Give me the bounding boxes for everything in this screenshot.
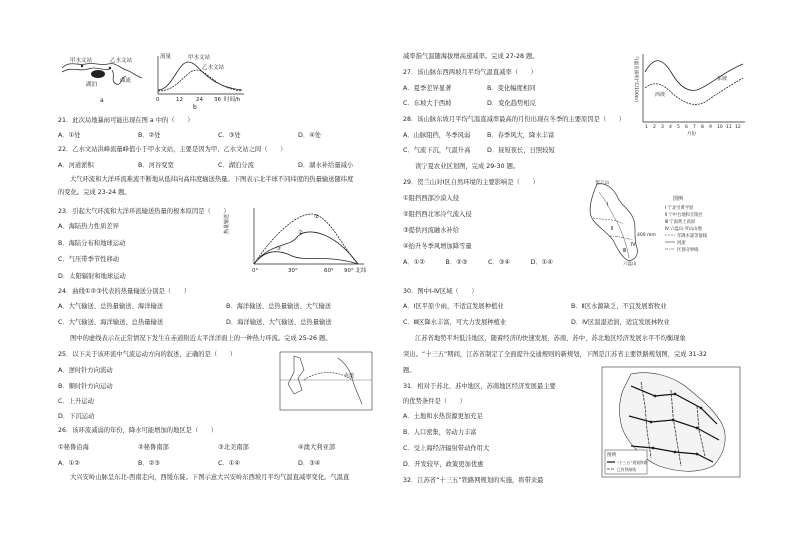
river-map-figure <box>60 52 144 106</box>
q27-option-d[interactable]: D．变化趋势相反 <box>487 100 536 107</box>
q29-item-3: ③提供河流融水补给 <box>403 227 460 234</box>
river-map-svg <box>60 52 144 106</box>
q25-option-d[interactable]: D．下沉运动 <box>58 413 95 420</box>
flow-caption-b: b <box>193 104 197 111</box>
lapse-ylabel: 气温直减率(°C/100m) <box>633 56 638 102</box>
item-2: ②秘鲁南部 <box>138 444 169 451</box>
option-a[interactable]: A．①处 <box>58 132 81 139</box>
option-b[interactable]: B．②③ <box>138 460 160 467</box>
q25-option-a[interactable]: A．逆时针方向流动 <box>58 367 113 374</box>
q24-option-a[interactable]: A．大气输送、总热量输送、海洋输送 <box>58 303 164 310</box>
question-26: 26．该环流减弱的年份，降水可能增加的地区是（ ） <box>58 427 218 434</box>
flow-chart-figure <box>152 50 248 108</box>
lapse-xtick: 9 <box>709 125 712 130</box>
map-label-meander: 曲流 <box>120 78 132 84</box>
flow-series-b: 乙水文站 <box>202 65 225 71</box>
heat-transport-svg <box>224 204 370 276</box>
intro-31-line1: 江苏省地势平坦低洼地区，随着经济的快速发展，苏南、苏中、苏北地区经济发展水平不均衡现象 <box>415 335 686 342</box>
q29-item-2: ②阻挡西北寒冷气流入侵 <box>403 211 472 218</box>
intro-31-line2: 突出。“十三五”期间，江苏省制定了全面提升交通规则的新规划，下图是江苏省主要铁路规划图，完成 31-32 <box>403 351 707 358</box>
lapse-xtick: 3 <box>661 125 664 130</box>
map-isohyet-label: 400 mm <box>637 233 656 238</box>
flow-xlabel: 时间/h <box>224 97 241 103</box>
option-b[interactable]: B．河谷变宽 <box>138 162 174 169</box>
flow-xtick: 24 <box>196 97 203 103</box>
q31-option-d[interactable]: D．开发较早，政策更加优惠 <box>403 461 484 468</box>
legend-item: 区划分界线 <box>677 248 699 253</box>
heat-transport-figure <box>224 204 370 276</box>
lapse-xtick: 11 <box>726 125 732 130</box>
jiangsu-rail-map-svg <box>601 366 741 478</box>
item-4: ④澳大利亚部 <box>298 444 336 451</box>
q23-option-d[interactable]: D．太阳辐射和地球运动 <box>58 273 126 280</box>
question-21: 21．此次局地暴雨可能出现在图 a 中的（ ） <box>58 117 194 124</box>
heat-marker: ③ <box>276 246 281 252</box>
option-d[interactable]: D．①④ <box>530 259 553 266</box>
rail-legend-item: “十三五”规划铁路 <box>617 460 648 465</box>
q29-item-4: ④抬升冬季风增加降雪量 <box>403 243 472 250</box>
map-label-helan: 贺兰山 <box>595 181 610 186</box>
q29-item-1: ①阻挡西部沙漠入侵 <box>403 195 460 202</box>
q23-option-b[interactable]: B．海陆分布和地球运动 <box>58 240 126 247</box>
lapse-rate-figure <box>631 50 749 136</box>
ningxia-map-figure <box>583 178 748 266</box>
option-d[interactable]: D．③④ <box>298 460 321 467</box>
q28-option-b[interactable]: B．春季风大，降水丰富 <box>487 132 555 139</box>
lapse-rate-svg <box>631 50 749 136</box>
map-region-4: Ⅳ <box>631 242 636 248</box>
walker-equator-label: 赤道 <box>344 373 355 379</box>
lapse-xtick: 12 <box>735 125 741 130</box>
ningxia-map-svg <box>583 178 748 266</box>
rail-legend-title: 图例 <box>607 453 616 458</box>
heat-xtick: 90° 北纬 <box>344 268 367 274</box>
lapse-series-west: 西坡 <box>655 92 666 98</box>
heat-ylabel: 热量输送 <box>224 213 230 234</box>
option-b[interactable]: B．②处 <box>138 132 161 139</box>
option-b[interactable]: B．②③ <box>445 259 468 266</box>
q24-option-b[interactable]: B．海洋输送、总热量输送、大气输送 <box>226 303 332 310</box>
q28-option-c[interactable]: C．气流下沉，气温升高 <box>403 147 471 154</box>
heat-xtick: 30° <box>288 268 298 274</box>
q30-option-c[interactable]: C．Ⅲ区降水丰富，可大力发展种植业 <box>403 319 507 326</box>
q24-option-d[interactable]: D．海洋输送、大气输送、总热量输送 <box>226 319 332 326</box>
lapse-xtick: 1 <box>645 125 648 130</box>
q26-options <box>58 458 378 467</box>
question-24: 24．曲线①②③代表的热量输送分别是（ ） <box>58 288 190 295</box>
option-a[interactable]: A．①② <box>58 460 80 467</box>
q28-option-d[interactable]: D．昼短夜长，日照较短 <box>487 147 555 154</box>
q22-options <box>58 160 378 169</box>
map-region-3: Ⅲ <box>623 248 627 254</box>
q30-option-d[interactable]: D．Ⅳ区温湿适润，适宜发展林牧业 <box>571 319 670 326</box>
q23-option-a[interactable]: A．海陆热力性质差异 <box>58 223 119 230</box>
q30-option-a[interactable]: A．Ⅰ区平原少雨，不适宜发展种植业 <box>403 303 504 310</box>
question-27: 27．该山脉东西两坡月平均气温直减率（ ） <box>403 69 537 76</box>
legend-title: 图例 <box>673 196 684 202</box>
jiangsu-rail-map-figure <box>601 366 741 478</box>
lapse-xtick: 8 <box>701 125 704 130</box>
question-31: 31．相对于苏北、苏中地区，苏南地区经济发展最主要 <box>403 383 556 390</box>
q21-options <box>58 130 378 139</box>
map-region-2: Ⅱ <box>611 226 614 232</box>
q27-option-c[interactable]: C．东坡大于西坡 <box>403 100 452 107</box>
map-label-station-a: 甲水文站 <box>70 58 93 64</box>
heat-xtick: 0° <box>252 268 259 274</box>
q26-items <box>58 442 378 451</box>
map-label-station-b: 乙水文站 <box>110 58 133 64</box>
item-3: ③北美南部 <box>218 444 249 451</box>
intro-23-line1: 大气环流和大洋环流难流不断地从低纬向高纬度输送热量。下图表示北半球不同纬度的热量输送随纬度 <box>70 176 354 183</box>
q25-option-c[interactable]: C．上升运动 <box>58 398 94 405</box>
heat-marker: ② <box>298 230 303 236</box>
map-label-liupan: 六盘山 <box>623 262 637 267</box>
legend-item: Ⅰ 宁北引黄平原 <box>665 206 694 211</box>
legend-item: Ⅳ 六盘山·罗山山地 <box>665 227 702 232</box>
lapse-xlabel: 月份 <box>687 132 696 137</box>
heat-xtick: 60° <box>324 268 334 274</box>
flow-xtick: 36 <box>214 97 221 103</box>
option-d[interactable]: D．④处 <box>298 132 322 139</box>
lapse-xtick: 10 <box>717 125 723 130</box>
map-region-1: Ⅰ <box>607 202 609 208</box>
question-23: 23．引起大气环流和大洋环流输送热量的根本原因是（ ） <box>58 208 230 215</box>
option-c[interactable]: C．③④ <box>488 259 510 266</box>
option-c[interactable]: C．湖泊分流 <box>218 162 254 169</box>
question-32: 32．江苏省“十三五”铁路网规划的实施，将带来最 <box>403 477 544 484</box>
map-label-lake: 湖泊 <box>86 82 98 88</box>
intro-27: 大兴安岭山脉呈东北-西南走向，西缓东陡。下图示意大兴安岭东西坡月平均气温直减率变化。气温直 <box>70 474 350 481</box>
intro-31-line3: 题。 <box>403 367 416 374</box>
intro-23-line2: 的变化。完成 23-24 题。 <box>58 189 131 196</box>
lapse-xtick: 6 <box>685 125 688 130</box>
walker-circulation-figure <box>278 350 374 412</box>
intro-27-cont: 减率指气温随海拔增高递减率。完成 27-28 题。 <box>403 53 539 60</box>
option-a[interactable]: A．河道淤积 <box>58 162 94 169</box>
item-1: ①秘鲁沿海 <box>58 444 89 451</box>
q27-option-b[interactable]: B．变化幅度相同 <box>487 85 536 92</box>
question-22: 22．乙水文站洪峰流量峰值小于甲水文站，主要是因为甲、乙水文站之间（ ） <box>58 146 287 153</box>
question-28: 28．该山脉东坡月平均气温直减率最高的月份出现在冬季的主要原因是（ ） <box>403 116 626 123</box>
question-30: 30．图中Ⅰ-Ⅳ区域（ ） <box>403 288 478 295</box>
lapse-xtick: 7 <box>693 125 696 130</box>
map-caption-a: a <box>100 97 104 104</box>
option-d[interactable]: D．湖水补给量减小 <box>298 162 354 169</box>
question-25: 25．以下关于该环流中气流运动方向的叙述，正确的是（ ） <box>58 351 237 358</box>
q31-option-a[interactable]: A．土地和水热资源更加充足 <box>403 413 483 420</box>
lapse-xtick: 4 <box>669 125 672 130</box>
option-a[interactable]: A．①② <box>403 259 425 266</box>
question-29: 29．贺兰山对Ⅰ区自然环境的主要影响是（ ） <box>403 179 539 186</box>
q23-option-c[interactable]: C．气压带季节性移动 <box>58 256 120 263</box>
q28-option-a[interactable]: A．山脉阻挡，冬季风弱 <box>403 132 471 139</box>
walker-circulation-svg <box>278 350 374 412</box>
flow-ylabel: 流量 <box>160 54 172 60</box>
q31-option-c[interactable]: C．受上海经济辐射带动作用大 <box>403 445 490 452</box>
intro-29: 读宁夏农业区划图，完成 29-30 题。 <box>415 163 520 170</box>
legend-item: 年降水量等值线 <box>677 234 708 239</box>
legend-item: Ⅱ 宁中台地和丘陵区 <box>665 213 703 218</box>
option-c[interactable]: C．①④ <box>218 460 240 467</box>
flow-xtick: 0 <box>156 97 160 103</box>
q27-option-a[interactable]: A．夏季差异显著 <box>403 85 452 92</box>
lapse-xtick: 2 <box>653 125 656 130</box>
q25-option-b[interactable]: B．顺时针方向运动 <box>58 383 113 390</box>
flow-series-a: 甲水文站 <box>188 55 211 61</box>
question-31-cont: 的优势条件是（ ） <box>403 398 466 405</box>
q30-option-b[interactable]: B．Ⅱ区水源缺乏，不宜发展畜牧业 <box>571 303 667 310</box>
lapse-series-east: 东坡 <box>717 76 728 82</box>
q31-option-b[interactable]: B．人口密集，劳动力丰富 <box>403 429 477 436</box>
option-c[interactable]: C．③处 <box>218 132 241 139</box>
legend-item: 河流 <box>677 241 686 246</box>
flow-chart-svg <box>152 50 248 108</box>
q29-options <box>403 258 573 267</box>
rail-legend-item: 已有铁路线 <box>617 467 636 472</box>
heat-marker: ① <box>314 214 319 220</box>
flow-xtick: 12 <box>176 97 183 103</box>
legend-item: Ⅲ 宁南黄土高原 <box>665 220 696 225</box>
lapse-xtick: 5 <box>677 125 680 130</box>
intro-25: 图中的虚线表示在正常情况下发生在赤道附近太平洋洋面上的一种热力环流。完成 25-26 题。 <box>70 335 332 342</box>
q24-option-c[interactable]: C．大气输送、海洋输送、总热量输送 <box>58 319 164 326</box>
